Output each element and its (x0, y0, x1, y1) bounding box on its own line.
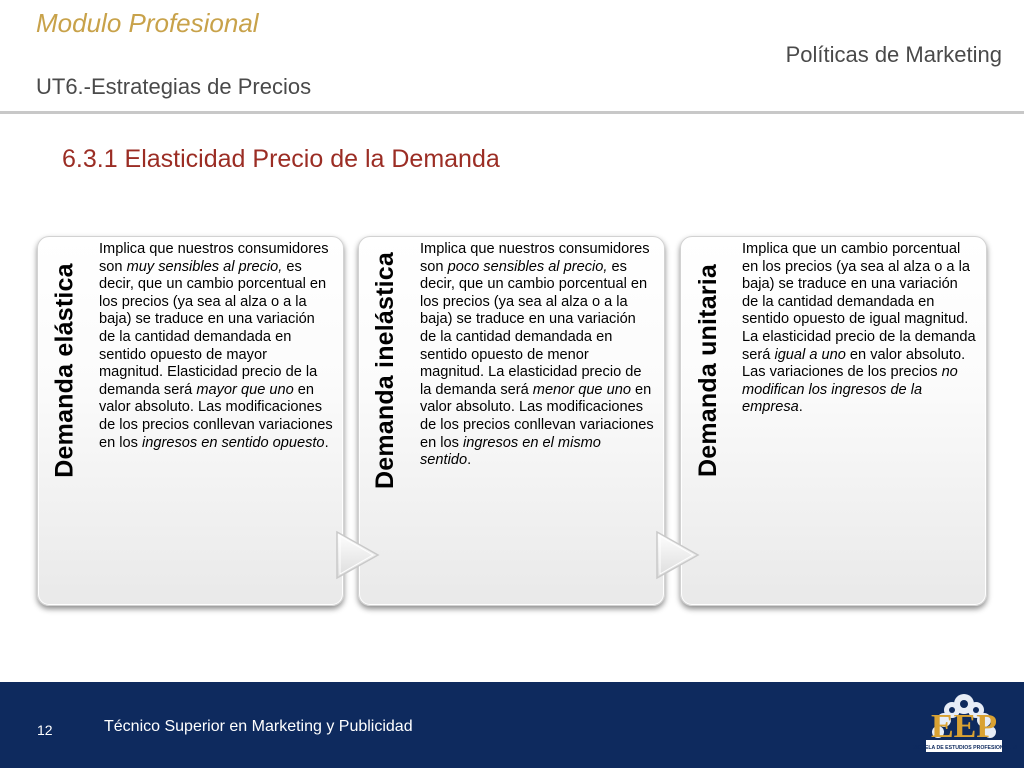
text-emphasis: ingresos en sentido opuesto (142, 434, 325, 451)
card-description (99, 241, 335, 452)
text-run: en valor absoluto. Las modificaciones de los precios conllevan variaciones en los (99, 381, 333, 451)
card-title-text: Demanda unitaria (693, 263, 722, 477)
text-emphasis: muy sensibles al precio, (126, 258, 283, 275)
svg-text:EEP: EEP (930, 708, 998, 745)
chevron-right-icon (334, 529, 382, 581)
card-title-text: Demanda elástica (50, 262, 79, 478)
text-emphasis: poco sensibles al precio, (447, 258, 608, 275)
card-demanda-elastica (37, 236, 344, 606)
school-logo-icon (910, 690, 1018, 762)
text-emphasis: mayor que uno (196, 381, 294, 398)
page-number: 12 (37, 722, 53, 738)
text-run: en valor absoluto. Las modificaciones de los precios conllevan variaciones en los (420, 381, 654, 451)
text-run: es decir, que un cambio porcentual en los precios (ya sea al alza o a la baja) se traduce en una variación de la cantidad demandada en sentido opuesto de menor magnitud. La elasticidad precio de la demanda será (420, 258, 648, 398)
card-demanda-inelastica (358, 236, 665, 606)
text-run: . (467, 452, 472, 469)
text-run: en valor absoluto. Las variaciones de los precios (742, 346, 966, 381)
card-title (363, 245, 409, 495)
card-demanda-unitaria (680, 236, 987, 606)
text-run: Implica que nuestros consumidores son (420, 241, 650, 275)
svg-text:ESCUELA DE ESTUDIOS PROFESIONA: ESCUELA DE ESTUDIOS PROFESIONALES (910, 745, 1018, 751)
text-run: es decir, que un cambio porcentual en los precios (ya sea al alza o a la baja) se traduce en una variación de la cantidad demandada en sentido opuesto de mayor magnitud. Elasticidad precio de la demanda será (99, 258, 327, 398)
text-emphasis: igual a uno (774, 346, 846, 363)
card-description (742, 241, 978, 417)
text-run: . (798, 399, 803, 416)
text-run: Implica que nuestros consumidores son (99, 241, 329, 275)
text-emphasis: ingresos en el mismo sentido (420, 434, 601, 469)
course-name: Técnico Superior en Marketing y Publicidad (104, 718, 413, 735)
chevron-right-icon (654, 529, 702, 581)
slide-footer (0, 682, 1024, 768)
text-emphasis: menor que uno (532, 381, 631, 398)
header-divider (0, 111, 1024, 114)
subject-label: Políticas de Marketing (785, 42, 1002, 67)
card-title-text: Demanda inelástica (371, 251, 400, 489)
unit-label: UT6.-Estrategias de Precios (36, 74, 312, 99)
text-emphasis: no modifican los ingresos de la empresa (742, 364, 958, 416)
card-title (685, 245, 731, 495)
text-run: Implica que un cambio porcentual en los precios (ya sea al alza o a la baja) se traduce en una variación de la cantidad demandada en sentido opuesto de igual magnitud. La elasticidad precio de la demanda será (742, 241, 976, 363)
slide-title: 6.3.1 Elasticidad Precio de la Demanda (62, 145, 500, 173)
text-run: . (324, 434, 329, 451)
card-description (420, 241, 656, 470)
card-title (42, 245, 88, 495)
module-label: Modulo Profesional (36, 8, 259, 38)
